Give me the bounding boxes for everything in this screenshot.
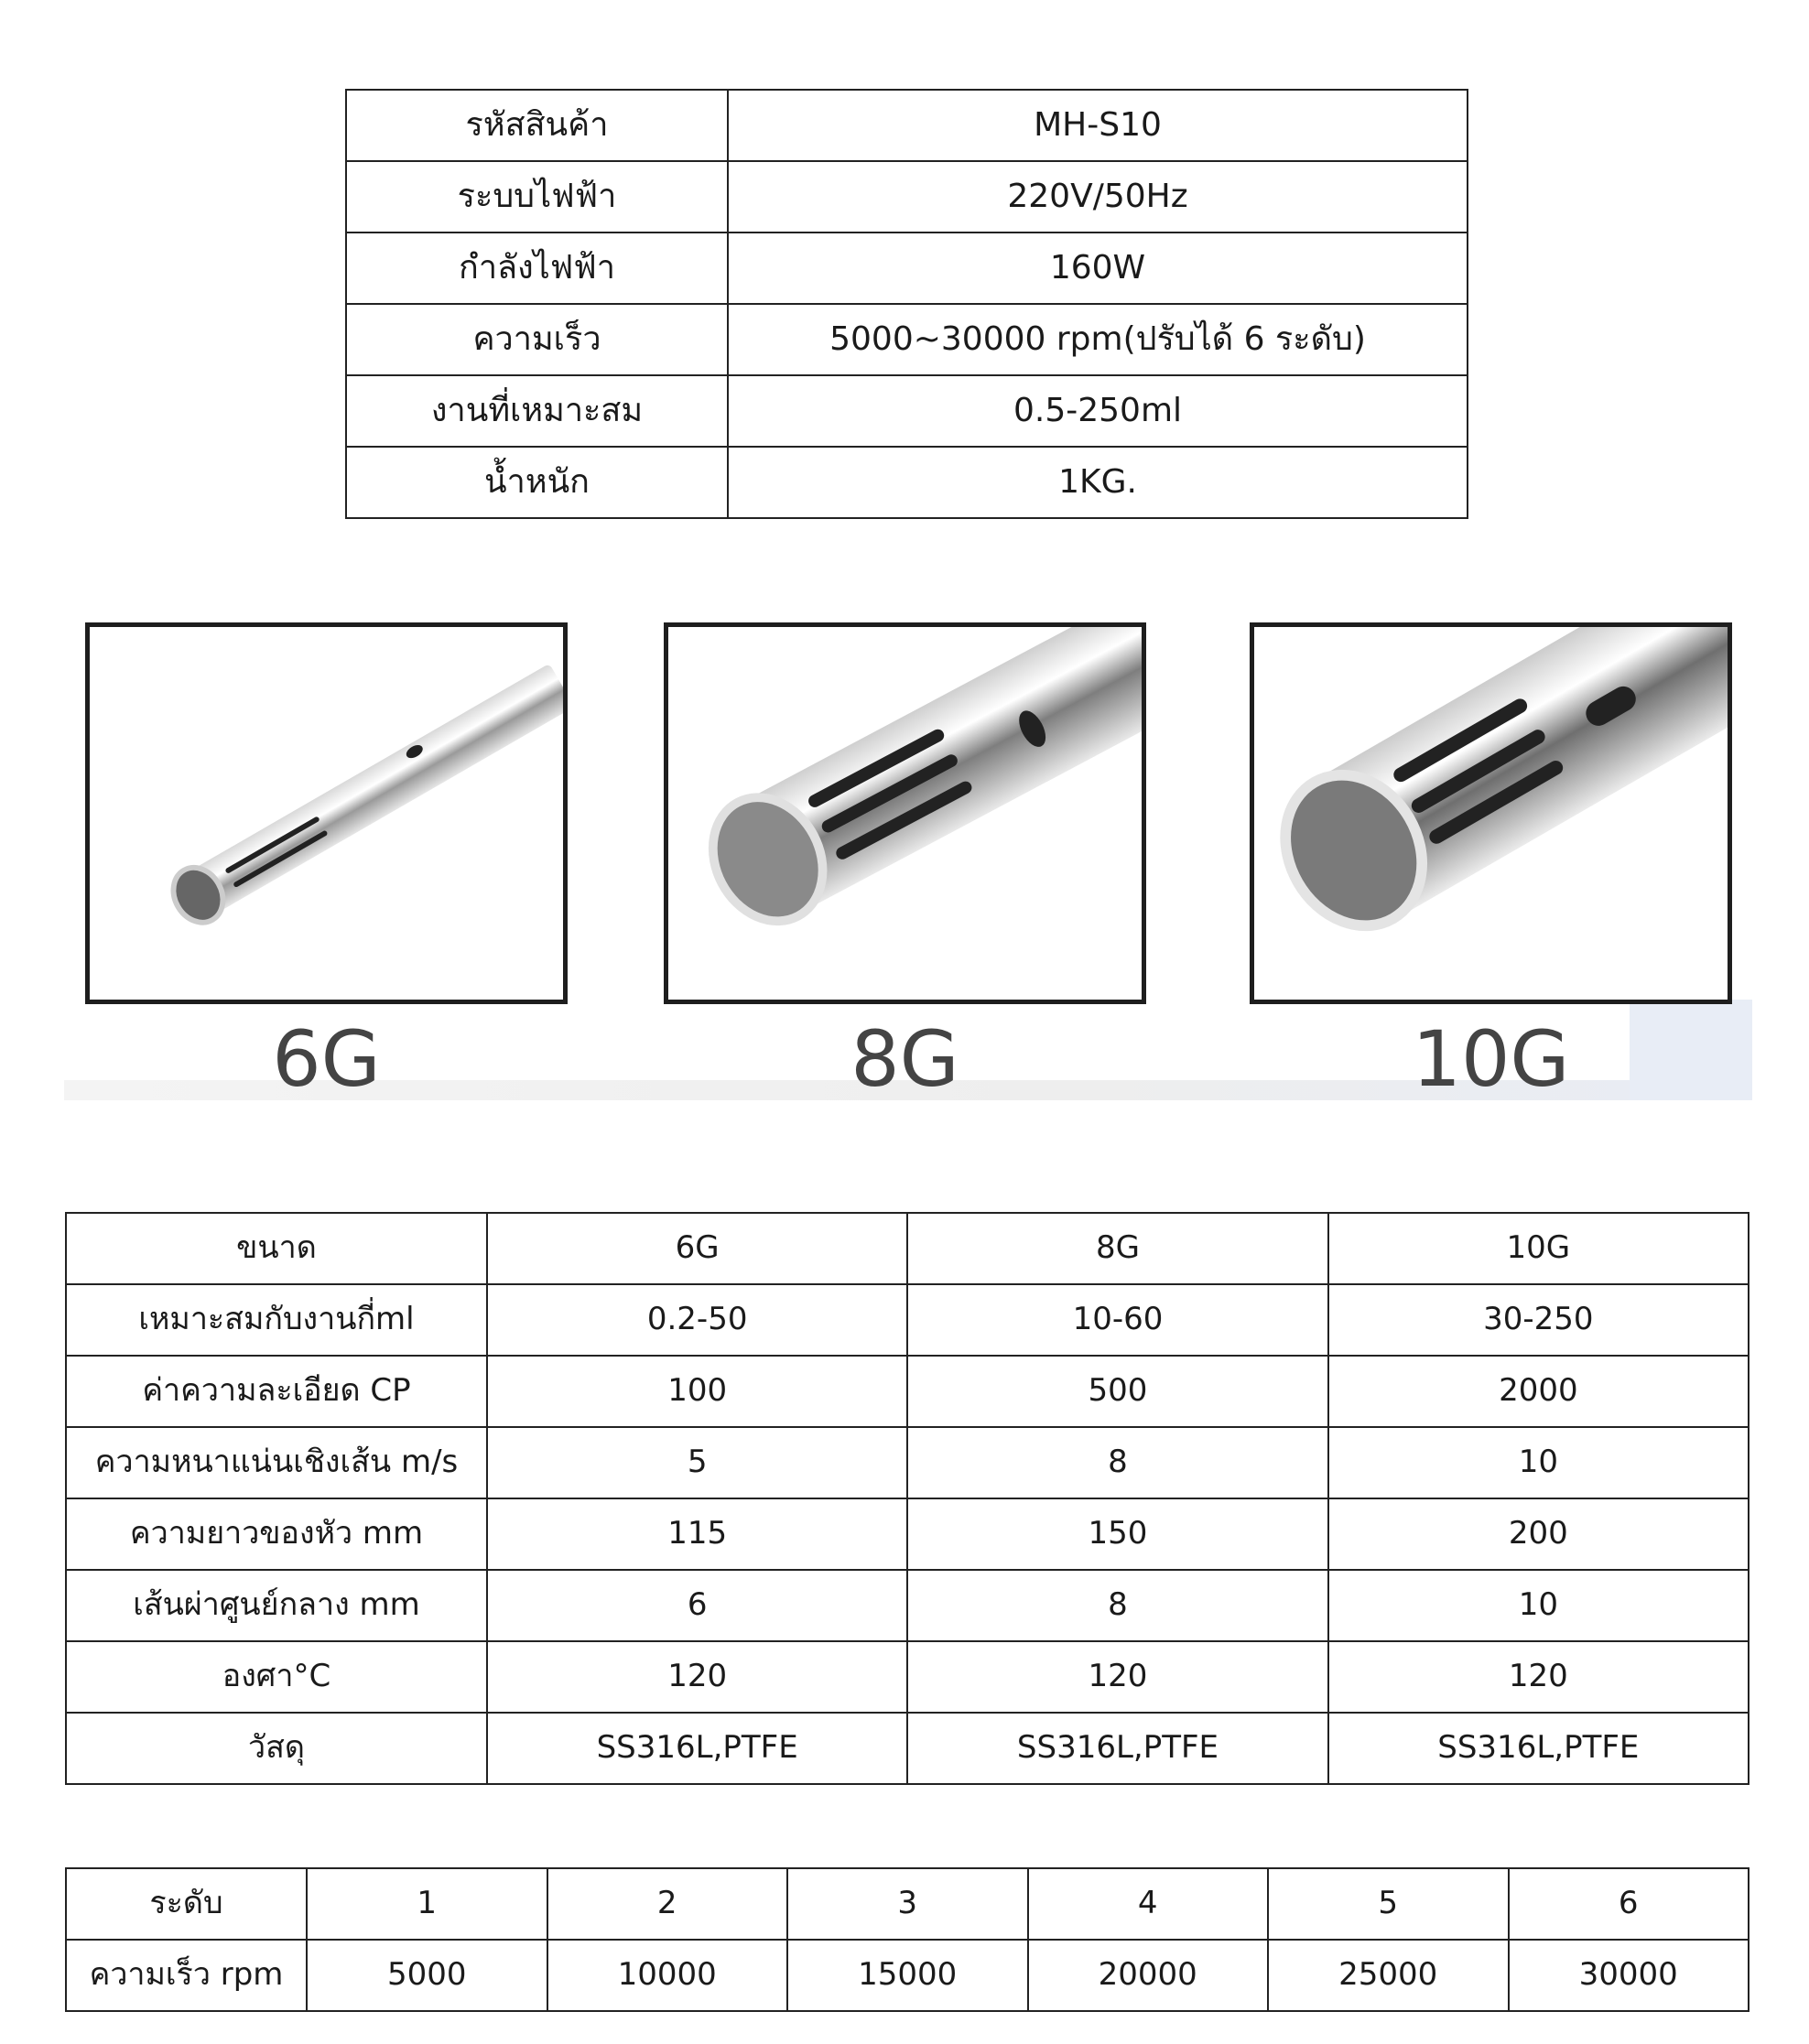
- table-cell: 10: [1328, 1427, 1749, 1498]
- row-label: ความยาวของหัว mm: [66, 1498, 487, 1570]
- level-row-label: ระดับ: [66, 1868, 307, 1940]
- spec-value: 0.5-250ml: [728, 375, 1468, 447]
- table-cell: 8: [907, 1427, 1327, 1498]
- spec-row-voltage: [346, 161, 1468, 233]
- table-cell: 120: [487, 1641, 907, 1713]
- table-row: [66, 1713, 1749, 1784]
- spec-value: 5000~30000 rpm(ปรับได้ 6 ระดับ): [728, 304, 1468, 375]
- table-cell: SS316L,PTFE: [487, 1713, 907, 1784]
- spec-label: ระบบไฟฟ้า: [346, 161, 728, 233]
- level-cell: 1: [307, 1868, 547, 1940]
- table-cell: SS316L,PTFE: [907, 1713, 1327, 1784]
- table-cell: 6: [487, 1570, 907, 1641]
- row-label: ค่าความละเอียด CP: [66, 1356, 487, 1427]
- table-cell: 100: [487, 1356, 907, 1427]
- photo-10g: [1250, 622, 1732, 1004]
- spec-label: น้ำหนัก: [346, 447, 728, 518]
- table-cell: 8: [907, 1570, 1327, 1641]
- table-cell: 10: [1328, 1570, 1749, 1641]
- disperser-head-6g-image: [90, 627, 563, 1000]
- spec-value: 1KG.: [728, 447, 1468, 518]
- spec-row-power: [346, 233, 1468, 304]
- spec-row-code: [346, 90, 1468, 161]
- level-cell: 6: [1509, 1868, 1749, 1940]
- table-cell: 200: [1328, 1498, 1749, 1570]
- table-cell: 500: [907, 1356, 1327, 1427]
- speed-cell: 10000: [547, 1940, 788, 2011]
- level-cell: 3: [787, 1868, 1028, 1940]
- table-cell: 0.2-50: [487, 1284, 907, 1356]
- speed-cell: 20000: [1028, 1940, 1269, 2011]
- level-cell: 5: [1268, 1868, 1509, 1940]
- speed-cell: 30000: [1509, 1940, 1749, 2011]
- table-cell: 30-250: [1328, 1284, 1749, 1356]
- head-table-header: 8G: [907, 1213, 1327, 1284]
- speed-levels-row: [66, 1868, 1749, 1940]
- table-cell: SS316L,PTFE: [1328, 1713, 1749, 1784]
- table-row: [66, 1284, 1749, 1356]
- spec-label: ความเร็ว: [346, 304, 728, 375]
- row-label: วัสดุ: [66, 1713, 487, 1784]
- photo-6g: [85, 622, 568, 1004]
- speed-values-row: [66, 1940, 1749, 2011]
- table-cell: 115: [487, 1498, 907, 1570]
- table-cell: 10-60: [907, 1284, 1327, 1356]
- head-table-header: 6G: [487, 1213, 907, 1284]
- photo-label-6g: 6G: [272, 1014, 381, 1104]
- photo-label-10g: 10G: [1412, 1014, 1570, 1104]
- speed-cell: 15000: [787, 1940, 1028, 2011]
- spec-row-speed: [346, 304, 1468, 375]
- table-cell: 5: [487, 1427, 907, 1498]
- table-cell: 120: [1328, 1641, 1749, 1713]
- head-table-header-row: [66, 1213, 1749, 1284]
- spec-value: 160W: [728, 233, 1468, 304]
- spec-value: MH-S10: [728, 90, 1468, 161]
- table-cell: 2000: [1328, 1356, 1749, 1427]
- spec-label: รหัสสินค้า: [346, 90, 728, 161]
- head-table-header: ขนาด: [66, 1213, 487, 1284]
- disperser-head-8g-image: [668, 627, 1142, 1000]
- head-table-header: 10G: [1328, 1213, 1749, 1284]
- table-row: [66, 1498, 1749, 1570]
- photo-label-8g: 8G: [850, 1014, 959, 1104]
- table-row: [66, 1356, 1749, 1427]
- spec-row-weight: [346, 447, 1468, 518]
- speed-cell: 25000: [1268, 1940, 1509, 2011]
- speed-cell: 5000: [307, 1940, 547, 2011]
- spec-label: กำลังไฟฟ้า: [346, 233, 728, 304]
- level-cell: 2: [547, 1868, 788, 1940]
- speed-row-label: ความเร็ว rpm: [66, 1940, 307, 2011]
- table-cell: 150: [907, 1498, 1327, 1570]
- level-cell: 4: [1028, 1868, 1269, 1940]
- spec-row-capacity: [346, 375, 1468, 447]
- table-row: [66, 1427, 1749, 1498]
- photo-8g: [664, 622, 1146, 1004]
- table-cell: 120: [907, 1641, 1327, 1713]
- table-row: [66, 1641, 1749, 1713]
- spec-table: [345, 89, 1468, 519]
- spec-value: 220V/50Hz: [728, 161, 1468, 233]
- spec-label: งานที่เหมาะสม: [346, 375, 728, 447]
- table-row: [66, 1570, 1749, 1641]
- speed-level-table: [65, 1867, 1749, 2012]
- row-label: องศา°C: [66, 1641, 487, 1713]
- disperser-head-10g-image: [1254, 627, 1728, 1000]
- row-label: เหมาะสมกับงานกี่ml: [66, 1284, 487, 1356]
- head-spec-table: [65, 1212, 1749, 1785]
- row-label: เส้นผ่าศูนย์กลาง mm: [66, 1570, 487, 1641]
- row-label: ความหนาแน่นเชิงเส้น m/s: [66, 1427, 487, 1498]
